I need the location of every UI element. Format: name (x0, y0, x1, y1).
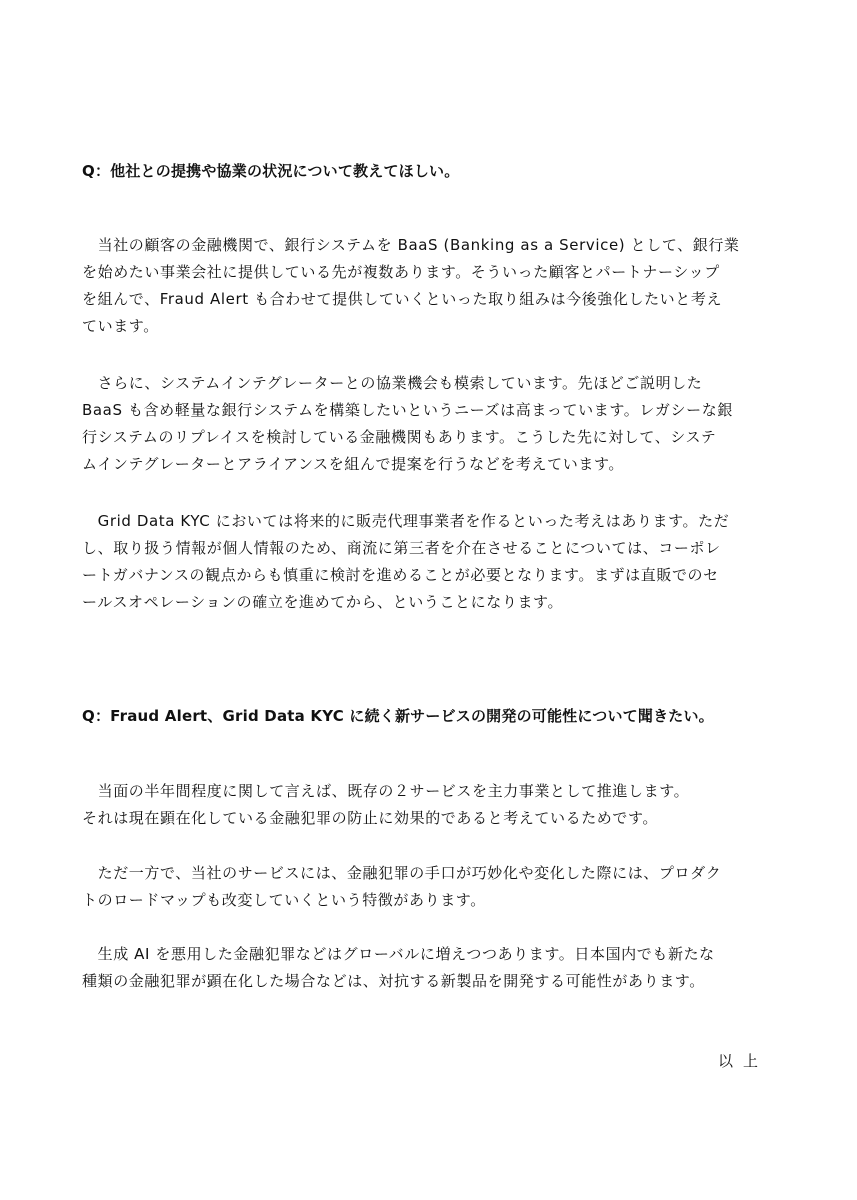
answer-paragraph-generative-ai (82, 941, 772, 995)
text-line: し、取り扱う情報が個人情報のため、商流に第三者を介在させることについては、コーポレ (82, 539, 721, 557)
text-line: 当社の顧客の金融機関で、銀行システムを BaaS (Banking as a Service) として、銀行業 (82, 236, 740, 254)
text-line: BaaS も含め軽量な銀行システムを構築したいというニーズは高まっています。レガシーな銀 (82, 401, 733, 419)
text-line: を組んで、Fraud Alert も合わせて提供していくといった取り組みは今後強化したいと考え (82, 290, 723, 308)
closing-mark: 以上 (718, 1052, 769, 1070)
answer-paragraph-system-integrator (82, 370, 772, 478)
text-line: ただ一方で、当社のサービスには、金融犯罪の手口が巧妙化や変化した際には、プロダク (82, 864, 722, 882)
text-line: ートガバナンスの観点からも慎重に検討を進めることが必要となります。まずは直販でのセ (82, 566, 719, 584)
text-line: ムインテグレーターとアライアンスを組んで提案を行うなどを考えています。 (82, 455, 624, 473)
answer-paragraph-roadmap (82, 860, 772, 914)
text-line: Grid Data KYC においては将来的に販売代理事業者を作るといった考えはあります。ただ (82, 512, 730, 530)
question-heading-new-services: Q：Fraud Alert、Grid Data KYC に続く新サービスの開発の可能性について聞きたい。 (82, 707, 714, 725)
text-line: さらに、システムインテグレーターとの協業機会も模索しています。先ほどご説明した (82, 374, 703, 392)
text-line: ています。 (82, 317, 159, 335)
answer-paragraph-grid-data-kyc (82, 508, 772, 616)
text-line: ールスオペレーションの確立を進めてから、ということになります。 (82, 593, 564, 611)
text-line: トのロードマップも改変していくという特徴があります。 (82, 891, 486, 909)
text-line: 生成 AI を悪用した金融犯罪などはグローバルに増えつつあります。日本国内でも新たな (82, 945, 715, 963)
text-line: それは現在顕在化している金融犯罪の防止に効果的であると考えているためです。 (82, 809, 659, 827)
answer-paragraph-baas-partnership (82, 232, 772, 340)
answer-paragraph-existing-services (82, 778, 772, 832)
text-line: 行システムのリプレイスを検討している金融機関もあります。こうした先に対して、システ (82, 428, 717, 446)
text-line: 種類の金融犯罪が顕在化した場合などは、対抗する新製品を開発する可能性があります。 (82, 972, 705, 990)
text-line: を始めたい事業会社に提供している先が複数あります。そういった顧客とパートナーシップ (82, 263, 720, 281)
text-line: 当面の半年間程度に関して言えば、既存の２サービスを主力事業として推進します。 (82, 782, 690, 800)
question-heading-partnerships: Q：他社との提携や協業の状況について教えてほしい。 (82, 162, 460, 180)
